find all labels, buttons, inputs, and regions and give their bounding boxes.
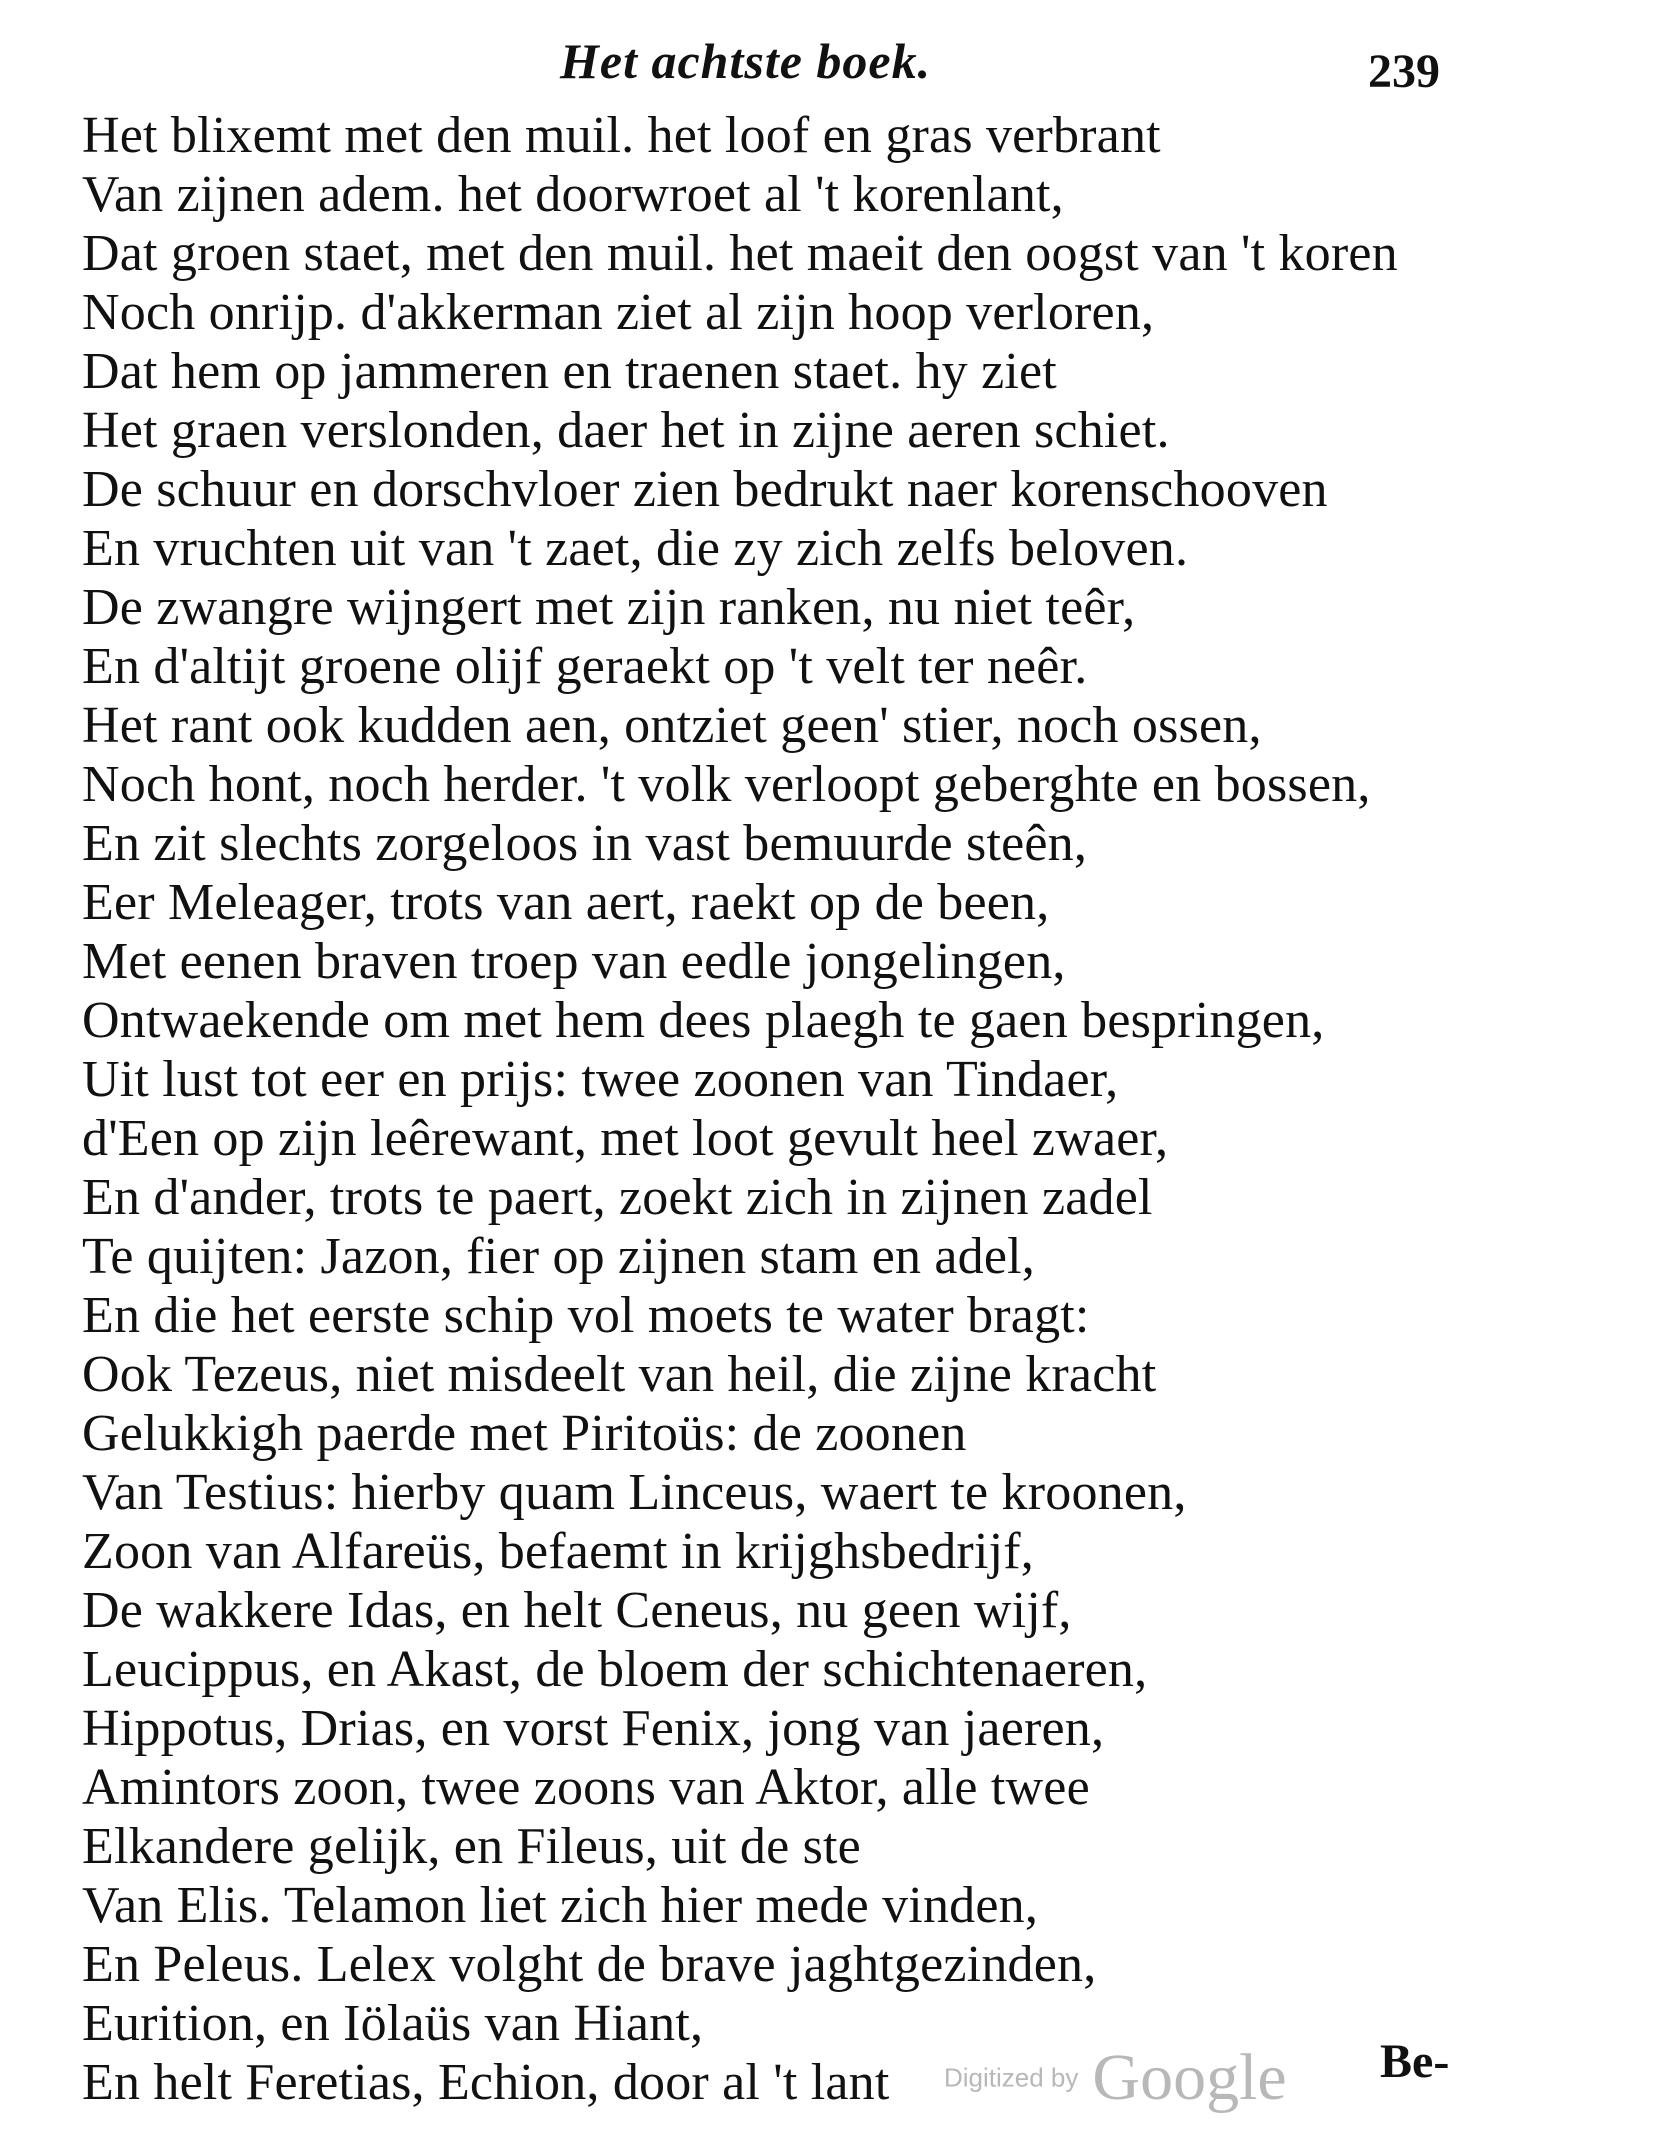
verse-line: En Peleus. Lelex volght de brave jaghtgezinden, (82, 1936, 1097, 1993)
page-number: 239 (1368, 45, 1440, 98)
verse-line: De zwangre wijngert met zijn ranken, nu niet teêr, (82, 579, 1136, 636)
verse-line: Dat hem op jammeren en traenen staet. hy ziet (82, 343, 1057, 400)
verse-line: Eer Meleager, trots van aert, raekt op de been, (82, 874, 1050, 931)
running-title: Het achtste boek. (560, 33, 932, 89)
verse-line: Gelukkigh paerde met Piritoüs: de zoonen (82, 1405, 967, 1462)
running-head (0, 32, 1661, 102)
watermark-brand: Google (1092, 2041, 1287, 2114)
verse-line: d'Een op zijn leêrewant, met loot gevult heel zwaer, (82, 1110, 1169, 1167)
verse-line: Dat groen staet, met den muil. het maeit den oogst van 't koren (82, 225, 1398, 282)
verse-line: Te quijten: Jazon, fier op zijnen stam en adel, (82, 1228, 1035, 1285)
verse-line: Met eenen braven troep van eedle jongelingen, (82, 933, 1066, 990)
verse-line: En die het eerste schip vol moets te water bragt: (82, 1287, 1090, 1344)
verse-line: Eurition, en Iölaüs van Hiant, (82, 1995, 704, 2052)
watermark-prefix: Digitized by (944, 2062, 1079, 2093)
verse-line: De schuur en dorschvloer zien bedrukt naer korenschooven (82, 461, 1328, 518)
verse-line: Van Elis. Telamon liet zich hier mede vinden, (82, 1877, 1039, 1934)
verse-line: Noch onrijp. d'akkerman ziet al zijn hoop verloren, (82, 284, 1155, 341)
verse-line: De wakkere Idas, en helt Ceneus, nu geen wijf, (82, 1582, 1072, 1639)
verse-line: Ontwaekende om met hem dees plaegh te gaen bespringen, (82, 992, 1325, 1049)
verse-block (82, 106, 1462, 2112)
verse-line: Uit lust tot eer en prijs: twee zoonen van Tindaer, (82, 1051, 1119, 1108)
verse-line: Het graen verslonden, daer het in zijne aeren schiet. (82, 402, 1170, 459)
catchword: Be- (1380, 2035, 1450, 2088)
verse-line: Het rant ook kudden aen, ontziet geen' stier, noch ossen, (82, 697, 1262, 754)
verse-line: Van Testius: hierby quam Linceus, waert te kroonen, (82, 1464, 1187, 1521)
digitized-by-google-watermark (944, 2040, 1287, 2114)
verse-line: En vruchten uit van 't zaet, die zy zich zelfs beloven. (82, 520, 1189, 577)
verse-line: Van zijnen adem. het doorwroet al 't korenlant, (82, 166, 1064, 223)
verse-line: Leucippus, en Akast, de bloem der schichtenaeren, (82, 1641, 1148, 1698)
verse-line: En zit slechts zorgeloos in vast bemuurde steên, (82, 815, 1088, 872)
verse-line: Het blixemt met den muil. het loof en gras verbrant (82, 107, 1161, 164)
verse-line: En helt Feretias, Echion, door al 't lant (82, 2054, 890, 2111)
verse-line: Noch hont, noch herder. 't volk verloopt geberghte en bossen, (82, 756, 1371, 813)
verse-line: Amintors zoon, twee zoons van Aktor, alle twee (82, 1759, 1090, 1816)
verse-line: Zoon van Alfareüs, befaemt in krijghsbedrijf, (82, 1523, 1034, 1580)
verse-line: Hippotus, Drias, en vorst Fenix, jong van jaeren, (82, 1700, 1105, 1757)
verse-line: Ook Tezeus, niet misdeelt van heil, die zijne kracht (82, 1346, 1157, 1403)
verse-line: En d'ander, trots te paert, zoekt zich in zijnen zadel (82, 1169, 1153, 1226)
verse-line: En d'altijt groene olijf geraekt op 't velt ter neêr. (82, 638, 1088, 695)
verse-line: Elkandere gelijk, en Fileus, uit de ste (82, 1818, 861, 1875)
